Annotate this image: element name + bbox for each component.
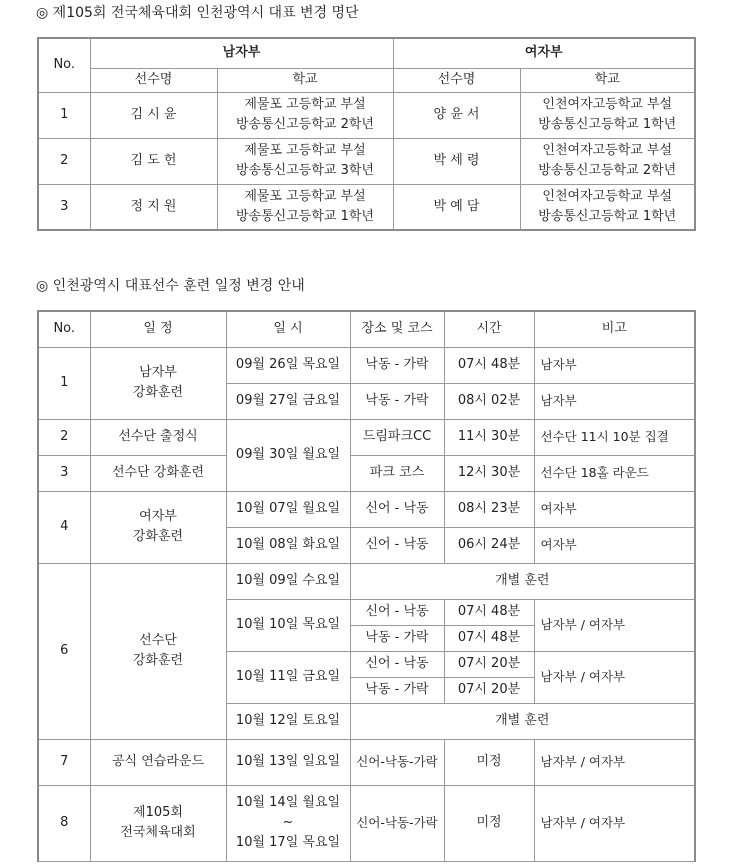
schedule-time: 07시 48분 <box>444 347 534 383</box>
school-line: 인천여자고등학교 부설 <box>542 188 673 204</box>
schedule-date: 10월 07일 월요일 <box>226 491 350 527</box>
male-player-name: 김 시 윤 <box>90 92 217 138</box>
schedule-time: 06시 24분 <box>444 527 534 563</box>
schedule-place: 파크 코스 <box>350 455 444 491</box>
schedule-place: 신어-낙동-가락 <box>350 739 444 785</box>
schedule-name: 공식 연습라운드 <box>90 739 226 785</box>
table-row <box>38 785 695 861</box>
table-row <box>38 739 695 785</box>
female-school <box>520 138 695 184</box>
header-no: No. <box>38 38 90 92</box>
female-school <box>520 184 695 230</box>
schedule-place: 드림파크CC <box>350 419 444 455</box>
schedule-name <box>90 563 226 739</box>
date-tilde: ~ <box>282 815 294 830</box>
schedule-date: 10월 12일 토요일 <box>226 703 350 739</box>
table-row <box>38 455 695 491</box>
header-row <box>38 311 695 347</box>
row-no: 7 <box>38 739 90 785</box>
schedule-place: 낙동 - 가락 <box>350 677 444 703</box>
row-no: 3 <box>38 184 90 230</box>
row-no: 8 <box>38 785 90 861</box>
training-schedule-table <box>37 310 696 862</box>
table-row <box>38 563 695 599</box>
schedule-time: 07시 48분 <box>444 625 534 651</box>
schedule-place: 낙동 - 가락 <box>350 347 444 383</box>
schedule-name <box>90 491 226 563</box>
male-school <box>217 92 393 138</box>
header-male-player: 선수명 <box>90 68 217 92</box>
date-line: 10월 17일 목요일 <box>235 835 341 850</box>
header-note: 비고 <box>534 311 695 347</box>
row-no: 3 <box>38 455 90 491</box>
header-female-player: 선수명 <box>393 68 520 92</box>
individual-training: 개별 훈련 <box>350 563 695 599</box>
school-line: 방송통신고등학교 2학년 <box>236 117 374 132</box>
schedule-name <box>90 347 226 419</box>
schedule-time: 07시 48분 <box>444 599 534 625</box>
header-place: 장소 및 코스 <box>350 311 444 347</box>
school-line: 인천여자고등학교 부설 <box>542 97 673 112</box>
male-school <box>217 184 393 230</box>
schedule-time: 12시 30분 <box>444 455 534 491</box>
schedule-name-line: 여자부 <box>139 509 177 524</box>
schedule-time: 11시 30분 <box>444 419 534 455</box>
schedule-note: 남자부 <box>534 383 695 419</box>
schedule-note: 남자부 <box>534 347 695 383</box>
school-line: 방송통신고등학교 2학년 <box>538 163 677 178</box>
header-male: 남자부 <box>90 38 393 68</box>
schedule-place: 신어 - 낙동 <box>350 491 444 527</box>
table-row <box>38 92 695 138</box>
row-no: 6 <box>38 563 90 739</box>
school-line: 방송통신고등학교 1학년 <box>236 208 374 224</box>
schedule-note: 선수단 11시 10분 집결 <box>534 419 695 455</box>
schedule-note: 여자부 <box>534 527 695 563</box>
individual-training: 개별 훈련 <box>350 703 695 739</box>
row-no: 4 <box>38 491 90 563</box>
female-player-name: 박 예 담 <box>393 184 520 230</box>
row-no: 1 <box>38 92 90 138</box>
school-line: 제물포 고등학교 부설 <box>244 97 366 112</box>
header-female-school: 학교 <box>520 68 695 92</box>
schedule-date <box>226 785 350 861</box>
table-row <box>38 419 695 455</box>
female-player-name: 양 윤 서 <box>393 92 520 138</box>
school-line: 방송통신고등학교 1학년 <box>538 117 677 132</box>
section1-heading: ◎ 제105회 전국체육대회 인천광역시 대표 변경 명단 <box>36 5 359 21</box>
schedule-place: 신어-낙동-가락 <box>350 785 444 861</box>
male-player-name: 김 도 헌 <box>90 138 217 184</box>
table-row <box>38 491 695 527</box>
schedule-date: 10월 08일 화요일 <box>226 527 350 563</box>
schedule-name-line: 제105회 <box>133 805 183 820</box>
schedule-date: 09월 27일 금요일 <box>226 383 350 419</box>
section2-heading: ◎ 인천광역시 대표선수 훈련 일정 변경 안내 <box>36 278 305 294</box>
schedule-note: 남자부 / 여자부 <box>534 739 695 785</box>
date-line: 10월 14일 월요일 <box>235 795 341 810</box>
schedule-place: 신어 - 낙동 <box>350 651 444 677</box>
male-school <box>217 138 393 184</box>
schedule-place: 신어 - 낙동 <box>350 527 444 563</box>
schedule-date: 09월 30일 월요일 <box>226 419 350 491</box>
schedule-name-line: 강화훈련 <box>132 529 184 544</box>
schedule-note: 선수단 18홀 라운드 <box>534 455 695 491</box>
header-female: 여자부 <box>393 38 695 68</box>
schedule-place: 낙동 - 가락 <box>350 383 444 419</box>
header-schedule: 일 정 <box>90 311 226 347</box>
schedule-date: 10월 11일 금요일 <box>226 651 350 703</box>
header-male-school: 학교 <box>217 68 393 92</box>
schedule-name-line: 남자부 <box>139 365 177 380</box>
school-line: 제물포 고등학교 부설 <box>244 143 366 158</box>
schedule-name-line: 강화훈련 <box>132 385 184 400</box>
schedule-time: 미정 <box>444 739 534 785</box>
header-no: No. <box>38 311 90 347</box>
schedule-date: 10월 09일 수요일 <box>226 563 350 599</box>
table-row <box>38 347 695 383</box>
schedule-note: 남자부 / 여자부 <box>534 651 695 703</box>
schedule-time: 08시 23분 <box>444 491 534 527</box>
row-no: 1 <box>38 347 90 419</box>
schedule-date: 09월 26일 목요일 <box>226 347 350 383</box>
table-row <box>38 184 695 230</box>
schedule-name: 선수단 출정식 <box>90 419 226 455</box>
schedule-name-line: 강화훈련 <box>132 653 184 668</box>
schedule-name-line: 선수단 <box>139 633 177 648</box>
school-line: 인천여자고등학교 부설 <box>542 143 673 158</box>
schedule-time: 07시 20분 <box>444 677 534 703</box>
row-no: 2 <box>38 419 90 455</box>
school-line: 방송통신고등학교 3학년 <box>236 163 374 178</box>
schedule-place: 낙동 - 가락 <box>350 625 444 651</box>
header-date: 일 시 <box>226 311 350 347</box>
table-row <box>38 138 695 184</box>
male-player-name: 정 지 원 <box>90 184 217 230</box>
schedule-date: 10월 13일 일요일 <box>226 739 350 785</box>
schedule-name <box>90 785 226 861</box>
schedule-date: 10월 10일 목요일 <box>226 599 350 651</box>
schedule-name-line: 전국체육대회 <box>120 825 196 840</box>
female-school <box>520 92 695 138</box>
schedule-time: 08시 02분 <box>444 383 534 419</box>
schedule-time: 07시 20분 <box>444 651 534 677</box>
header-time: 시간 <box>444 311 534 347</box>
schedule-place: 신어 - 낙동 <box>350 599 444 625</box>
school-line: 방송통신고등학교 1학년 <box>538 208 677 224</box>
female-player-name: 박 세 령 <box>393 138 520 184</box>
roster-change-table <box>37 37 696 231</box>
schedule-note: 남자부 / 여자부 <box>534 599 695 651</box>
row-no: 2 <box>38 138 90 184</box>
schedule-note: 남자부 / 여자부 <box>534 785 695 861</box>
schedule-note: 여자부 <box>534 491 695 527</box>
schedule-name: 선수단 강화훈련 <box>90 455 226 491</box>
schedule-time: 미정 <box>444 785 534 861</box>
school-line: 제물포 고등학교 부설 <box>244 188 366 204</box>
